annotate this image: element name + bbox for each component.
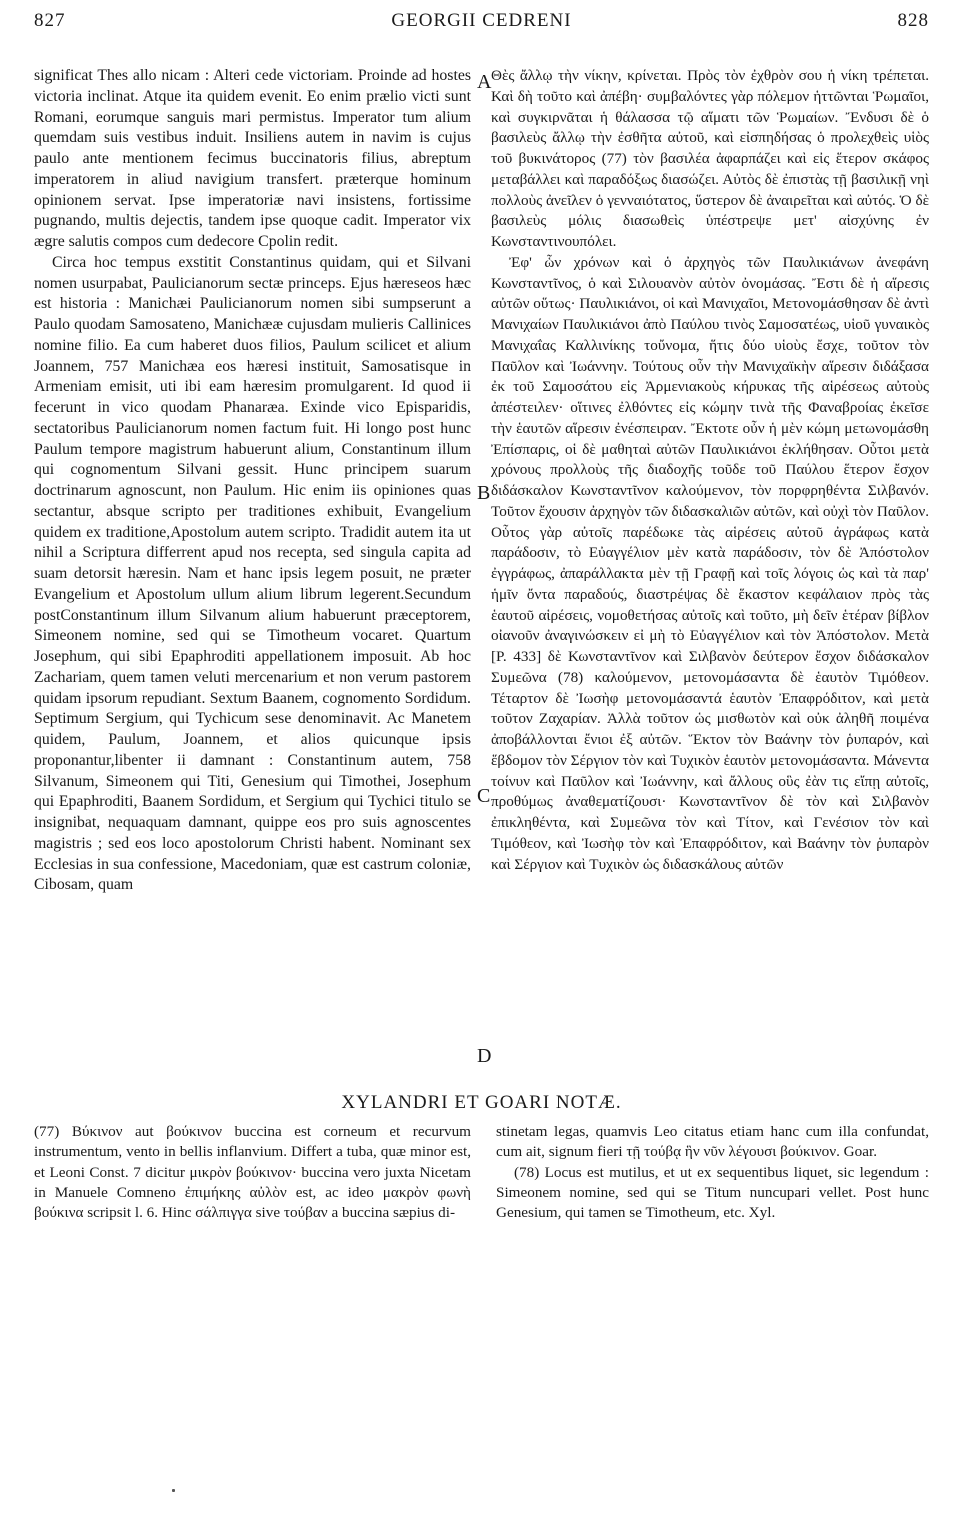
latin-column (34, 66, 471, 896)
note-78: (78) Locus est mutilus, et ut ex sequentibus liquet, sic legendum : Simeonem nomine, sed qui se Titum nuncupari vellet. Post hunc Genesium, qui tamen se Timotheum, etc. Xyl. (496, 1163, 929, 1222)
section-marker-a: A (477, 71, 492, 93)
ink-speck (172, 1489, 175, 1492)
notes-heading: XYLANDRI ET GOARI NOTÆ. (341, 1092, 622, 1113)
latin-paragraph-1: significat Thes allo nicam : Alteri cede victoriam. Proinde ad hostes victoria inclinat. Atque ita quidem evenit. Eo enim prælio victi sunt Romani, eorumque sanguis mari permistus. Imperator tum alium quemdam suis vestibus induit. Insiliens autem in navim is cujus paulo ante mentionem fecimus buccinatoris filius, abreptum imperatorem in aliud navigium transfert. præterque hominum opinionem servat. Ipse imperatoriæ navi insistens, fortissime pugnando, multis dejectis, tandem ipse quoque cadit. Imperator vix ægre salutis compos cum dedecore Cpolin redit. (34, 67, 471, 250)
greek-paragraph-1: Θὲς ἄλλῳ τὴν νίκην, κρίνεται. Πρὸς τὸν ἐχθρὸν σου ἡ νίκη τρέπεται. Καὶ δὴ τοῦτο καὶ ἀπέβη· συμβαλόντες γὰρ πόλεμον ἡττῶνται Ῥωμαῖοι, καὶ συγκιρνᾶται ἡ θάλασσα τῷ αἵματι τῶν Ῥωμαίων. Ἔνδυσι δὲ ὁ βασιλεὺς ἄλλῳ τὴν ἐσθῆτα αὐτοῦ, καὶ εἰσπηδήσας ὁ προλεχθεὶς υἱὸς τοῦ βυκινάτορος (77) τὸν βασιλέα ἀφαρπάζει καὶ εἰς ἕτερον σκάφος μεταβάλλει καὶ παραδόξως διασώζει. Αὐτὸς δὲ ἐπιστὰς τῇ βασιλικῇ νηὶ πολλοὺς ἀνεῖλεν ὁ γενναιότατος, ὕστερον δὲ ἀναιρεῖται καὶ αὐτός. Ὁ δὲ βασιλεὺς μόλις διασωθεὶς ὑπέστρεψε μετ' αἰσχύνης ἐν Κωνσταντινουπόλει. (491, 67, 929, 250)
notes-right-column (496, 1122, 929, 1223)
section-marker-b: B (477, 482, 491, 504)
note-77-continued: stinetam legas, quamvis Leo citatus etiam hanc cum illa confundat, cum ait, signum fieri τῇ τούβᾳ ἣν νῦν λέγουσι βούκινον. Goar. (496, 1123, 929, 1161)
page-number-left: 827 (34, 10, 66, 31)
page-number-right: 828 (897, 10, 929, 31)
running-title: GEORGII CEDRENI (391, 10, 572, 31)
greek-column (491, 66, 929, 875)
greek-paragraph-2: Ἐφ' ὧν χρόνων καὶ ὁ ἀρχηγὸς τῶν Παυλικιάνων ἀνεφάνη Κωνσταντῖνος, ὁ καὶ Σιλουανὸν αὐτὸν ὀνομάσας. Ἔστι δὲ ἡ αἵρεσις αὐτῶν οὕτως· Παυλικιάνοι, οἱ καὶ Μανιχαῖοι, Μετονομάσθησαν δὲ ἀντὶ Μανιχαίων Παυλικιάνοι ἀπὸ Παύλου τινὸς Σαμοσατέως, υἱοῦ γυναικὸς Μανιχαΐας Καλλινίκης τοὔνομα, ἥτις δύο υἱοὺς ἔσχε, τοῦτον τὸν Παῦλον καὶ Ἰωάννην. Τούτους οὖν τὴν Μανιχαϊκὴν αἵρεσιν διδάξασα ἐκ τοῦ Σαμοσάτου εἰς Ἀρμενιακοὺς κήρυκας τῆς αἱρέσεως αὐτοὺς ἀπέστειλεν· οἵτινες ἐλθόντες εἰς κώμην τινὰ τῆς Φαναβροίας ἐκεῖσε τὴν ἑαυτῶν αἵρεσιν ἐνέσπειραν. Ἔκτοτε οὖν ἡ μὲν κώμη μετωνομάσθη Ἐπίσπαρις, οἱ δὲ μαθηταὶ αὐτῶν Παυλικιάνοι ἐκλήθησαν. Οὗτοι μετὰ χρόνους προλλοὺς τῆς διαδοχῆς τοῦδε τοῦ Παύλου ἕτερον ἔσχον διδάσκαλον Κωνσταντῖνον καλούμενον, τὸν πορφρηθέντα Σιλβανόν. Τοῦτον ἔχουσιν ἀρχηγὸν τῶν διδασκαλιῶν αὐτῶν, καὶ οὐχὶ τὸν Παῦλον. Οὗτος γὰρ αὐτοῖς παρέδωκε τὰς αἱρέσεις αὐτοῦ ἀγράφως κατὰ παράδοσιν, τὸ Εὐαγγέλιον μὲν κατὰ παράδοσιν, τὸν δὲ Ἀπόστολον ἐγγράφως, ἀπαράλλακτα μὲν τῇ Γραφῇ καὶ τοῖς λόγοις ὡς καὶ τὰ παρ' ἡμῖν ὄντα παραδούς, διαστρέψας δὲ ἕκαστον κεφάλαιον πρὸς τὰς ἑαυτοῦ αἱρέσεις, νομοθετήσας αὐτοῖς καὶ τοῦτο, μὴ δεῖν ἑτέραν βίβλον οἰανοῦν ἀναγινώσκειν εἰ μὴ τὸ Εὐαγγέλιον καὶ τὸν Ἀπόστολον. Μετὰ [P. 433] δὲ Κωνσταντῖνον καὶ Σιλβανὸν δεύτερον ἔσχον διδάσκαλον Συμεῶνα (78) καλούμενον, μετονομάσαντα δὲ ἑαυτὸν Τιμόθεον. Τέταρτον δὲ Ἰωσὴφ μετονομάσαντά ἑαυτὸν Ἐπαφρόδιτον, καὶ μετὰ τοῦτον Ζαχαρίαν. Ἀλλὰ τοῦτον ὡς μισθωτὸν καὶ οὐκ ἀληθῆ ποιμένα ἀποβάλλονται ἔνιοι ἐξ αὐτῶν. Ἕκτον τὸν Βαάνην τὸν ῥυπαρόν, καὶ ἕβδομον τὸν Σέργιον τὸν καὶ Τυχικὸν ἑαυτὸν μετονομάσαντα. Μάνεντα τοίνυν καὶ Παῦλον καὶ Ἰωάννην, καὶ ἄλλους οὓς ἐὰν τις εἴπῃ αὐτοῖς, προθύμως ἀναθεματίζουσι· Κωνσταντῖνον δὲ τὸν καὶ Σιλβανὸν ἐπικληθέντα, καὶ Συμεῶνα τὸν καὶ Τίτον, καὶ Γενέσιον τὸν καὶ Τιμόθεον, καὶ Ἰωσὴφ τὸν καὶ Ἐπαφρόδιτον, καὶ Βαάνην τὸν ῥυπαρὸν καὶ Σέργιον καὶ Τυχικὸν ὡς διδασκάλους αὐτῶν (491, 253, 929, 873)
running-header (34, 10, 929, 38)
note-77: (77) Βύκινον aut βούκινον buccina est corneum et recurvum instrumentum, vento in bellis inflanvium. Differt a tuba, quæ minor est, et Leoni Const. 7 dicitur μικρὸν βούκινον· buccina vero juxta Nicetam in Manuele Comneno ἐπιμήκης αὐλὸν est, ac ideo μακρὸν φωνὴ βούκινα scripsit l. 6. Hinc σάλπιγγα sive τούβαν a buccina sæpius di- (34, 1123, 471, 1222)
latin-paragraph-2: Circa hoc tempus exstitit Constantinus quidam, qui et Silvani nomen usurpabat, Paulicianorum sectæ princeps. Ejus hæreseos hæc est historia : Manichæi Paulicianorum nomen sibi sumpserunt a Paulo quodam Samosateno, Manichææ cujusdam mulieris Callinices nomine filio. Ea cum haberet duos filios, Paulum scilicet et alium Joannem, 757 Manichæa eos hæresi instituit, Samosatisque in Armeniam emisit, uti ibi eam hæresim promulgarent. Id quod ii fecerunt in vico quodam Phanaræa. Exinde vico Episparidis, sectatoribus Paulicianorum nomen factum fuit. Hi longo post hunc Paulum tempore magistrum habuerunt alium, Constantinum illum qui cognomentum Silvani gessit. Hunc principem suarum doctrinarum agnoscunt, non Paulum. Hic enim iis opiniones quas sectantur, absque scripto per traditiones exhibuit, Evangelium quidem ex traditione,Apostolum autem scripto. Tradidit autem ita ut nihil a Scriptura differrent apud nos recepta, sed singula capita ad suam detorsit hæresin. Nam et hanc ipsis legem posuit, ne præter Evangelium et Apostolum ullum alium librum legerent.Secundum postConstantinum illum Silvanum alium habuerunt præceptorem, Simeonem nomine, sed qui se Timotheum vocaret. Quartum Josephum, qui sibi Epaphroditi appellationem imposuit. Ab hoc Zachariam, quem tamen veluti mercenarium et non verum pastorem quidam ipsorum repudiant. Sextum Baanem, cognomento Sordidum. Septimum Sergium, qui Tychicum sese denominavit. Ac Manetem quidem, Paulum, Joannem, et alios quicunque ipsis proponantur,libenter ii damnant : Constantinum autem, 758 Silvanum, Simeonem qui Titi, Genesium qui Timothei, Josephum qui Epaphroditi, Baanem Sordidum, et Sergium qui Tychici titulo se insignibat, nequaquam damnant, quippe eos pro suis agnoscentes magistris ; sed eos loco apostolorum Christi habent. Nominant sex Ecclesias in sua confessione, Macedoniam, quæ est castrum coloniæ, Cibosam, quam (34, 253, 471, 894)
notes-left-column (34, 1122, 471, 1223)
section-marker-c: C (477, 785, 491, 807)
section-marker-d: D (477, 1045, 492, 1067)
